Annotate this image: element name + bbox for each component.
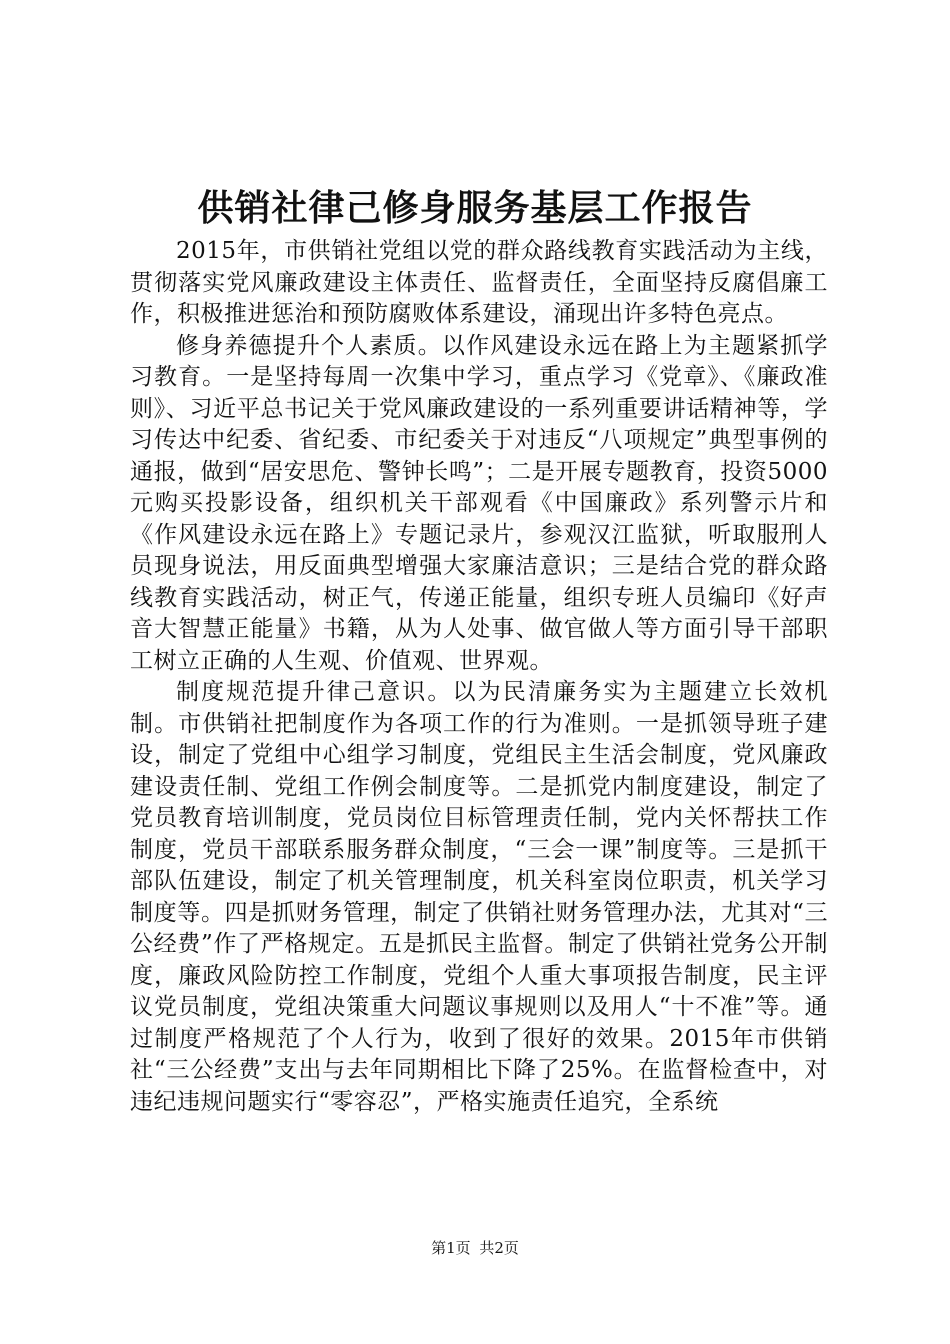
- page-footer: [0, 1238, 950, 1258]
- page-number-total: 共2页: [479, 1239, 519, 1257]
- paragraph-self-cultivation: 修身养德提升个人素质。以作风建设永远在路上为主题紧抓学习教育。一是坚持每周一次集中学习，重点学习《党章》、《廉政准则》、习近平总书记关于党风廉政建设的一系列重要讲话精神等，学习传达中纪委、省纪委、市纪委关于对违反“八项规定”典型事例的通报，做到“居安思危、警钟长鸣”；二是开展专题教育，投资5000元购买投影设备，组织机关干部观看《中国廉政》系列警示片和《作风建设永远在路上》专题记录片，参观汉江监狱，听取服刑人员现身说法，用反面典型增强大家廉洁意识；三是结合党的群众路线教育实践活动，树正气，传递正能量，组织专班人员编印《好声音大智慧正能量》书籍，从为人处事、做官做人等方面引导干部职工树立正确的人生观、价值观、世界观。: [130, 332, 828, 674]
- paragraph-institutional-norms: 制度规范提升律己意识。以为民清廉务实为主题建立长效机制。市供销社把制度作为各项工作的行为准则。一是抓领导班子建设，制定了党组中心组学习制度，党组民主生活会制度，党风廉政建设责任制、党组工作例会制度等。二是抓党内制度建设，制定了党员教育培训制度，党员岗位目标管理责任制，党内关怀帮扶工作制度，党员干部联系服务群众制度，“三会一课”制度等。三是抓干部队伍建设，制定了机关管理制度，机关科室岗位职责，机关学习制度等。四是抓财务管理，制定了供销社财务管理办法，尤其对“三公经费”作了严格规定。五是抓民主监督。制定了供销社党务公开制度，廉政风险防控工作制度，党组个人重大事项报告制度，民主评议党员制度，党组决策重大问题议事规则以及用人“十不准”等。通过制度严格规范了个人行为，收到了很好的效果。2015年市供销社“三公经费”支出与去年同期相比下降了25%。在监督检查中，对违纪违规问题实行“零容忍”，严格实施责任追究，全系统: [130, 679, 828, 1115]
- document-title: 供销社律己修身服务基层工作报告: [197, 187, 753, 229]
- document-body: [130, 236, 828, 1118]
- page-number-current: 第1页: [431, 1239, 471, 1257]
- paragraph-intro: 2015年，市供销社党组以党的群众路线教育实践活动为主线，贯彻落实党风廉政建设主体责任、监督责任，全面坚持反腐倡廉工作，积极推进惩治和预防腐败体系建设，涌现出许多特色亮点。: [130, 238, 828, 327]
